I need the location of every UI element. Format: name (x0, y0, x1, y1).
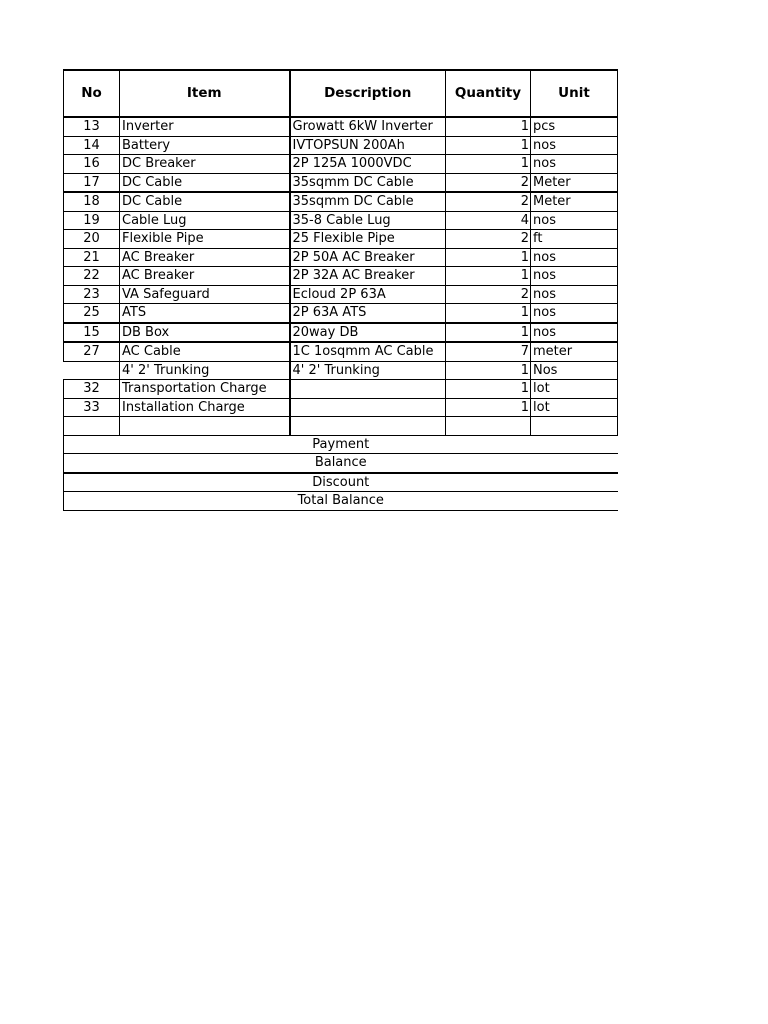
cell-quantity: 1 (446, 117, 531, 136)
total-balance-label: Total Balance (64, 492, 618, 511)
cell-quantity: 1 (446, 304, 531, 323)
cell-item: Cable Lug (120, 211, 290, 230)
cell-description: IVTOPSUN 200Ah (290, 136, 446, 155)
table-row (64, 136, 618, 155)
summary-row-payment (64, 435, 618, 454)
cell-description: 35sqmm DC Cable (290, 192, 446, 211)
cell-description: 4' 2' Trunking (290, 361, 446, 380)
table-row (64, 323, 618, 343)
cell-unit: nos (531, 267, 618, 286)
cell-item: Installation Charge (120, 398, 290, 417)
cell-description: 25 Flexible Pipe (290, 230, 446, 249)
table-row (64, 117, 618, 136)
cell-description: 2P 50A AC Breaker (290, 248, 446, 267)
cell-unit: lot (531, 380, 618, 399)
cell-no: 32 (64, 380, 120, 399)
cell-quantity: 2 (446, 285, 531, 304)
cell-description: 1C 1osqmm AC Cable (290, 342, 446, 361)
cell-no: 27 (64, 342, 120, 361)
cell-no: 25 (64, 304, 120, 323)
summary-section (64, 435, 618, 510)
cell-no: 33 (64, 398, 120, 417)
cell-quantity: 1 (446, 361, 531, 380)
table-row (64, 417, 618, 436)
invoice-sheet (63, 69, 617, 511)
cell-item: DC Breaker (120, 155, 290, 174)
summary-row-balance (64, 454, 618, 473)
summary-row-total-balance (64, 492, 618, 511)
cell-quantity: 2 (446, 173, 531, 192)
cell-item: DB Box (120, 323, 290, 343)
header-description: Description (290, 70, 446, 117)
cell-quantity: 2 (446, 230, 531, 249)
cell-description: 35sqmm DC Cable (290, 173, 446, 192)
table-row (64, 285, 618, 304)
discount-label: Discount (64, 473, 618, 492)
payment-label: Payment (64, 435, 618, 454)
cell-description: 20way DB (290, 323, 446, 343)
cell-item: 4' 2' Trunking (120, 361, 290, 380)
cell-description: Ecloud 2P 63A (290, 285, 446, 304)
cell-no: 21 (64, 248, 120, 267)
header-no: No (64, 70, 120, 117)
cell-description: 2P 32A AC Breaker (290, 267, 446, 286)
cell-quantity: 1 (446, 155, 531, 174)
cell-no: 13 (64, 117, 120, 136)
cell-no: 15 (64, 323, 120, 343)
table-row (64, 230, 618, 249)
cell-unit: nos (531, 323, 618, 343)
cell-unit: nos (531, 285, 618, 304)
cell-item: ATS (120, 304, 290, 323)
cell-quantity: 1 (446, 380, 531, 399)
cell-quantity: 2 (446, 192, 531, 211)
header-quantity: Quantity (446, 70, 531, 117)
header-unit: Unit (531, 70, 618, 117)
items-table (63, 69, 618, 511)
cell-description (290, 417, 446, 436)
cell-item: Battery (120, 136, 290, 155)
cell-item: VA Safeguard (120, 285, 290, 304)
cell-description (290, 398, 446, 417)
cell-no: 17 (64, 173, 120, 192)
cell-unit: ft (531, 230, 618, 249)
cell-no (64, 417, 120, 436)
cell-quantity: 1 (446, 267, 531, 286)
cell-description: Growatt 6kW Inverter (290, 117, 446, 136)
table-row (64, 342, 618, 361)
table-row (64, 155, 618, 174)
cell-unit: pcs (531, 117, 618, 136)
cell-no (64, 361, 120, 380)
cell-item: Flexible Pipe (120, 230, 290, 249)
header-item: Item (120, 70, 290, 117)
cell-description: 35-8 Cable Lug (290, 211, 446, 230)
cell-item: DC Cable (120, 173, 290, 192)
table-row (64, 304, 618, 323)
cell-description: 2P 63A ATS (290, 304, 446, 323)
cell-unit: meter (531, 342, 618, 361)
table-row (64, 192, 618, 211)
summary-row-discount (64, 473, 618, 492)
cell-item (120, 417, 290, 436)
table-row (64, 173, 618, 192)
cell-description (290, 380, 446, 399)
cell-unit: Meter (531, 192, 618, 211)
cell-no: 20 (64, 230, 120, 249)
table-row (64, 248, 618, 267)
cell-quantity: 1 (446, 398, 531, 417)
cell-unit: nos (531, 155, 618, 174)
cell-item: AC Breaker (120, 267, 290, 286)
table-row (64, 361, 618, 380)
cell-item: Inverter (120, 117, 290, 136)
cell-unit: nos (531, 248, 618, 267)
cell-no: 23 (64, 285, 120, 304)
cell-no: 16 (64, 155, 120, 174)
cell-item: AC Breaker (120, 248, 290, 267)
header-row (64, 70, 618, 117)
cell-quantity: 1 (446, 248, 531, 267)
table-row (64, 398, 618, 417)
cell-quantity: 1 (446, 323, 531, 343)
cell-no: 18 (64, 192, 120, 211)
cell-unit (531, 417, 618, 436)
cell-no: 22 (64, 267, 120, 286)
cell-item: AC Cable (120, 342, 290, 361)
cell-quantity: 1 (446, 136, 531, 155)
table-row (64, 267, 618, 286)
cell-unit: Meter (531, 173, 618, 192)
cell-unit: Nos (531, 361, 618, 380)
cell-no: 14 (64, 136, 120, 155)
cell-unit: nos (531, 304, 618, 323)
balance-label: Balance (64, 454, 618, 473)
cell-item: Transportation Charge (120, 380, 290, 399)
cell-quantity (446, 417, 531, 436)
table-body (64, 117, 618, 435)
cell-quantity: 4 (446, 211, 531, 230)
table-row (64, 211, 618, 230)
table-row (64, 380, 618, 399)
cell-no: 19 (64, 211, 120, 230)
cell-unit: nos (531, 136, 618, 155)
cell-description: 2P 125A 1000VDC (290, 155, 446, 174)
cell-quantity: 7 (446, 342, 531, 361)
cell-unit: nos (531, 211, 618, 230)
cell-item: DC Cable (120, 192, 290, 211)
cell-unit: lot (531, 398, 618, 417)
